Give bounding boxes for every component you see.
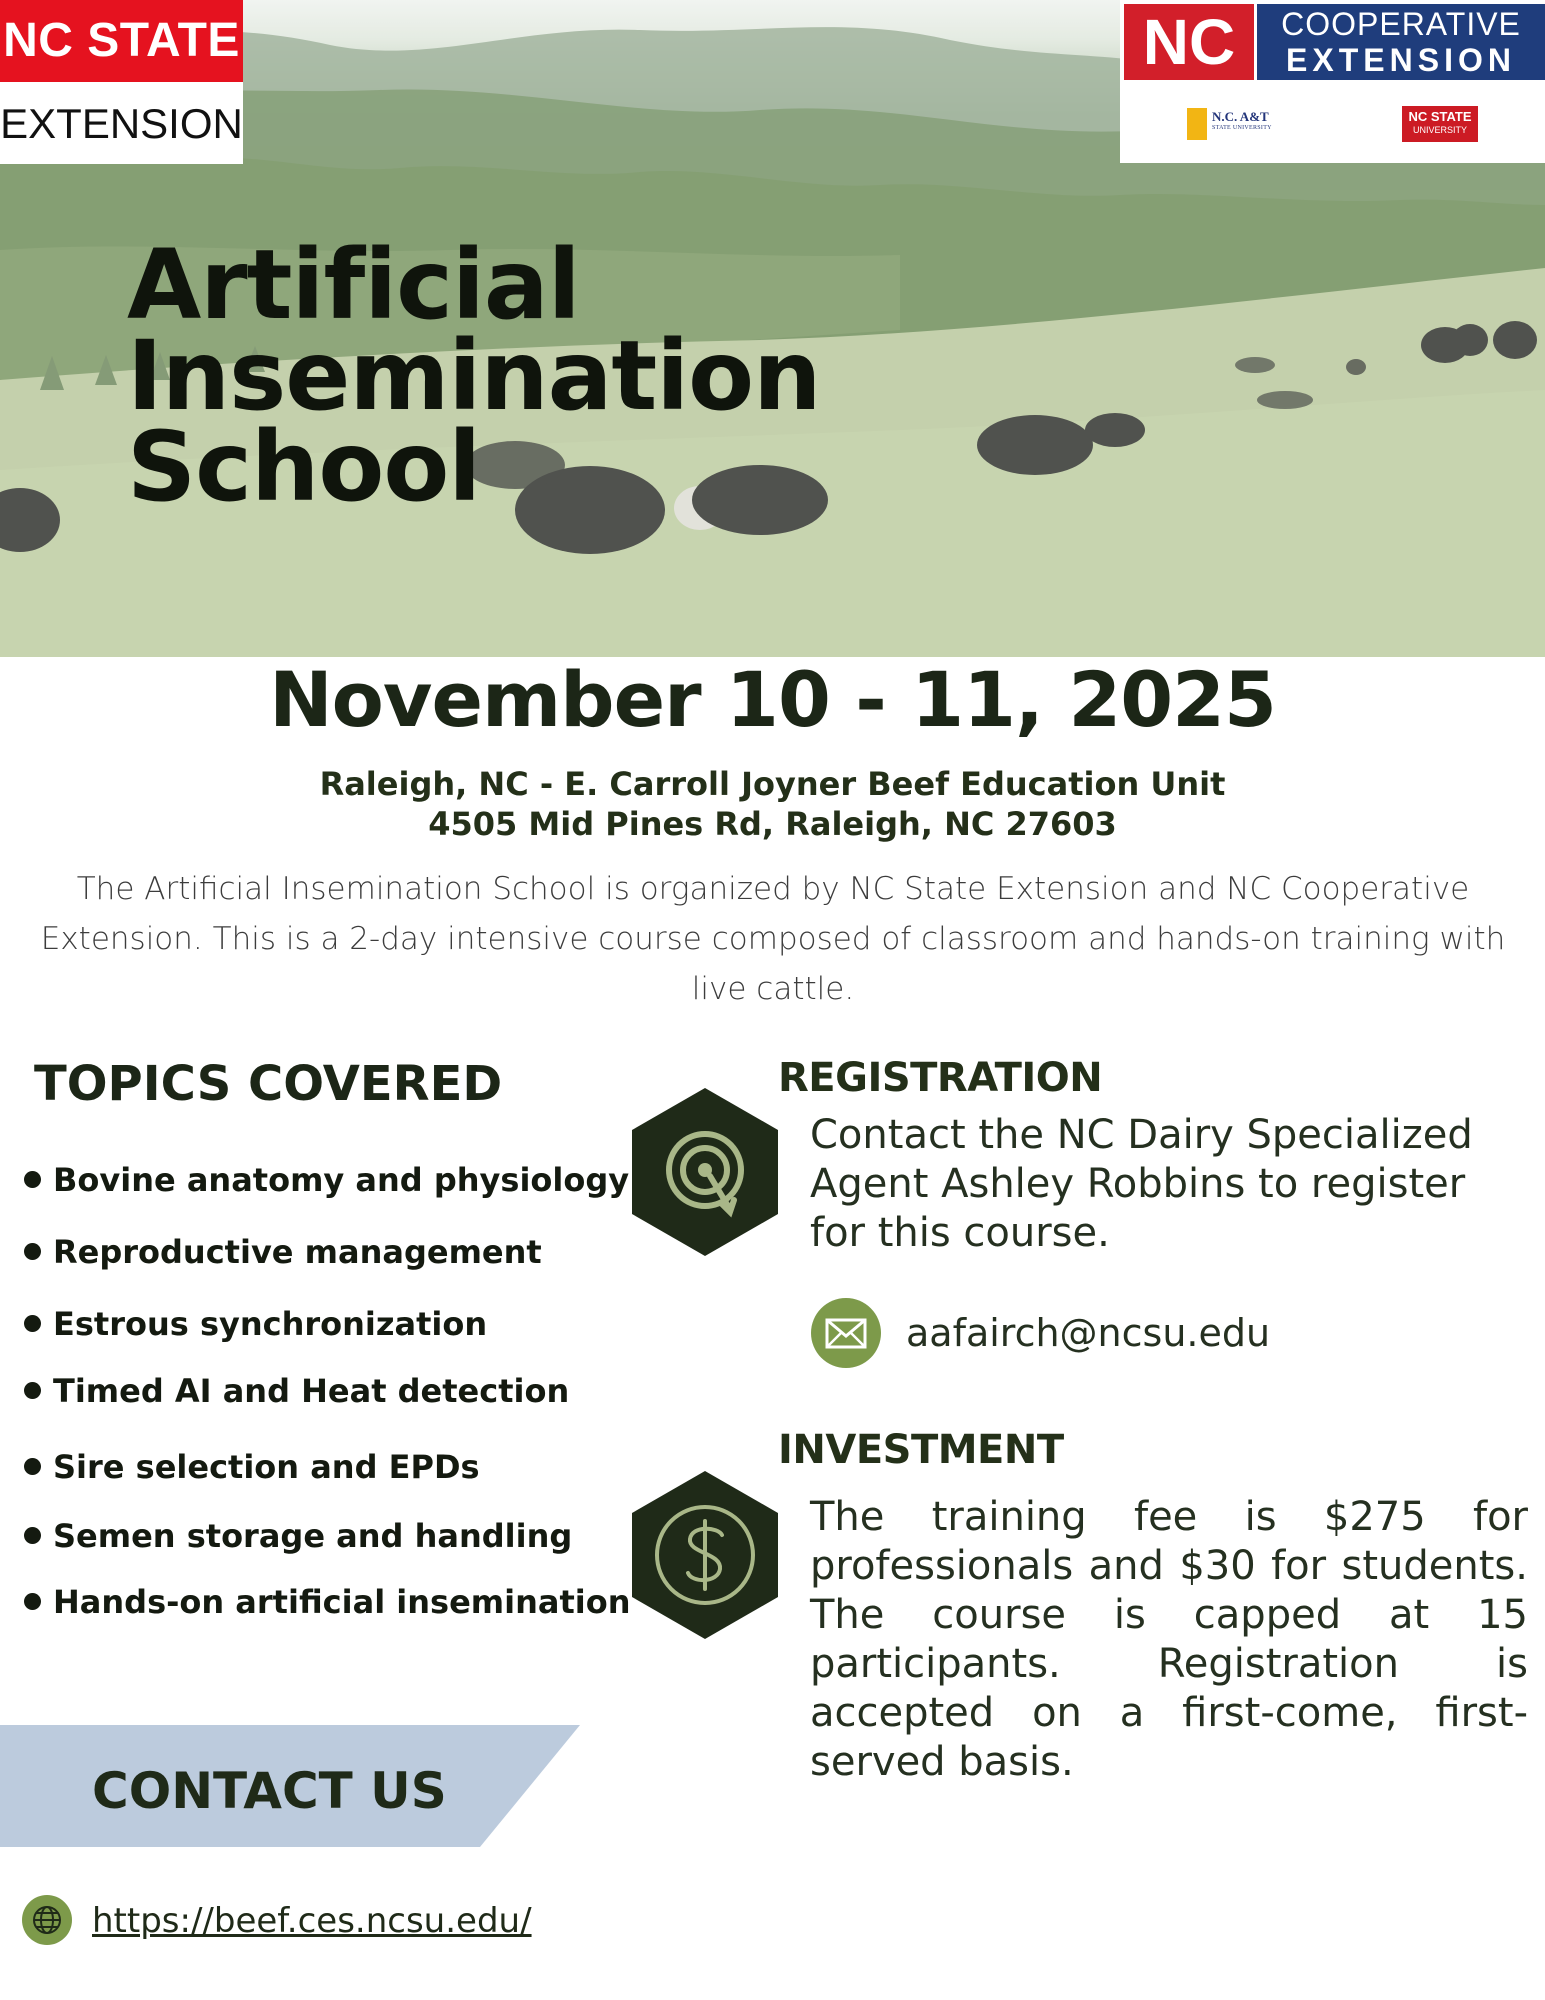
bullet-icon	[24, 1382, 41, 1399]
aggie-emblem-icon	[1187, 108, 1207, 140]
investment-heading: INVESTMENT	[778, 1427, 1064, 1473]
topic-item	[24, 1447, 480, 1487]
ncsu-logo-line2: UNIVERSITY	[1412, 125, 1467, 135]
topics-heading: TOPICS COVERED	[34, 1056, 503, 1112]
bullet-icon	[24, 1171, 41, 1188]
event-date: November 10 - 11, 2025	[269, 655, 1276, 744]
topic-item	[24, 1232, 542, 1272]
contact-heading: CONTACT US	[92, 1762, 447, 1820]
topic-label: Hands-on artificial insemination	[53, 1583, 631, 1621]
coop-logo-line1: COOPERATIVE	[1281, 6, 1521, 42]
event-intro: The Artificial Insemination School is organized by NC State Extension and NC Cooperative Extension. This is a 2-day intensive course composed of classroom and hands-on training with live cattle.	[40, 871, 1506, 1007]
topic-item	[24, 1304, 487, 1344]
globe-icon	[22, 1895, 72, 1945]
website-link[interactable]: https://beef.ces.ncsu.edu/	[92, 1901, 532, 1941]
ncstate-logo-top: NC STATE	[0, 0, 243, 82]
registration-heading: REGISTRATION	[778, 1055, 1103, 1101]
title-line-1: Artificial	[127, 229, 580, 341]
bullet-icon	[24, 1593, 41, 1610]
topic-item	[24, 1582, 631, 1622]
registration-body: Contact the NC Dairy Specialized Agent Ashley Robbins to register for this course.	[810, 1112, 1473, 1256]
investment-body: The training fee is $275 for professionals and $30 for students. The course is capped at 15 participants. Registration is accepted on a first-come, first-served basis.	[810, 1494, 1528, 1785]
topic-item	[24, 1371, 569, 1411]
mail-icon	[811, 1298, 881, 1368]
page-title	[127, 229, 1027, 523]
ncsu-logo-line1: NC STATE	[1408, 109, 1472, 124]
topic-label: Estrous synchronization	[53, 1305, 488, 1343]
topic-label: Timed AI and Heat detection	[53, 1372, 570, 1410]
bullet-icon	[24, 1243, 41, 1260]
dollar-icon	[630, 1469, 780, 1641]
bullet-icon	[24, 1315, 41, 1332]
bullet-icon	[24, 1458, 41, 1475]
topic-label: Reproductive management	[53, 1233, 542, 1271]
topic-item	[24, 1160, 629, 1200]
event-location-line2: 4505 Mid Pines Rd, Raleigh, NC 27603	[428, 805, 1117, 843]
aggie-logo-sub: STATE UNIVERSITY	[1212, 125, 1272, 131]
title-line-2: Insemination	[127, 320, 821, 432]
globe-outline-icon	[22, 1895, 72, 1945]
title-line-3: School	[127, 411, 481, 523]
coop-logo-nc: NC	[1124, 4, 1254, 80]
aggie-logo-name: N.C. A&T	[1212, 109, 1269, 124]
topic-item	[24, 1516, 572, 1556]
topic-label: Semen storage and handling	[53, 1517, 573, 1555]
ncstate-university-logo	[1402, 106, 1478, 142]
registration-email-link[interactable]: aafairch@ncsu.edu	[906, 1311, 1271, 1355]
coop-logo-line2: EXTENSION	[1286, 42, 1516, 78]
ncstate-logo-bottom: EXTENSION	[0, 100, 243, 147]
target-icon	[630, 1086, 780, 1258]
bullet-icon	[24, 1527, 41, 1544]
event-location-line1: Raleigh, NC - E. Carroll Joyner Beef Education Unit	[319, 765, 1226, 803]
topic-label: Bovine anatomy and physiology	[53, 1161, 630, 1199]
topic-label: Sire selection and EPDs	[53, 1448, 480, 1486]
envelope-icon	[811, 1298, 881, 1368]
